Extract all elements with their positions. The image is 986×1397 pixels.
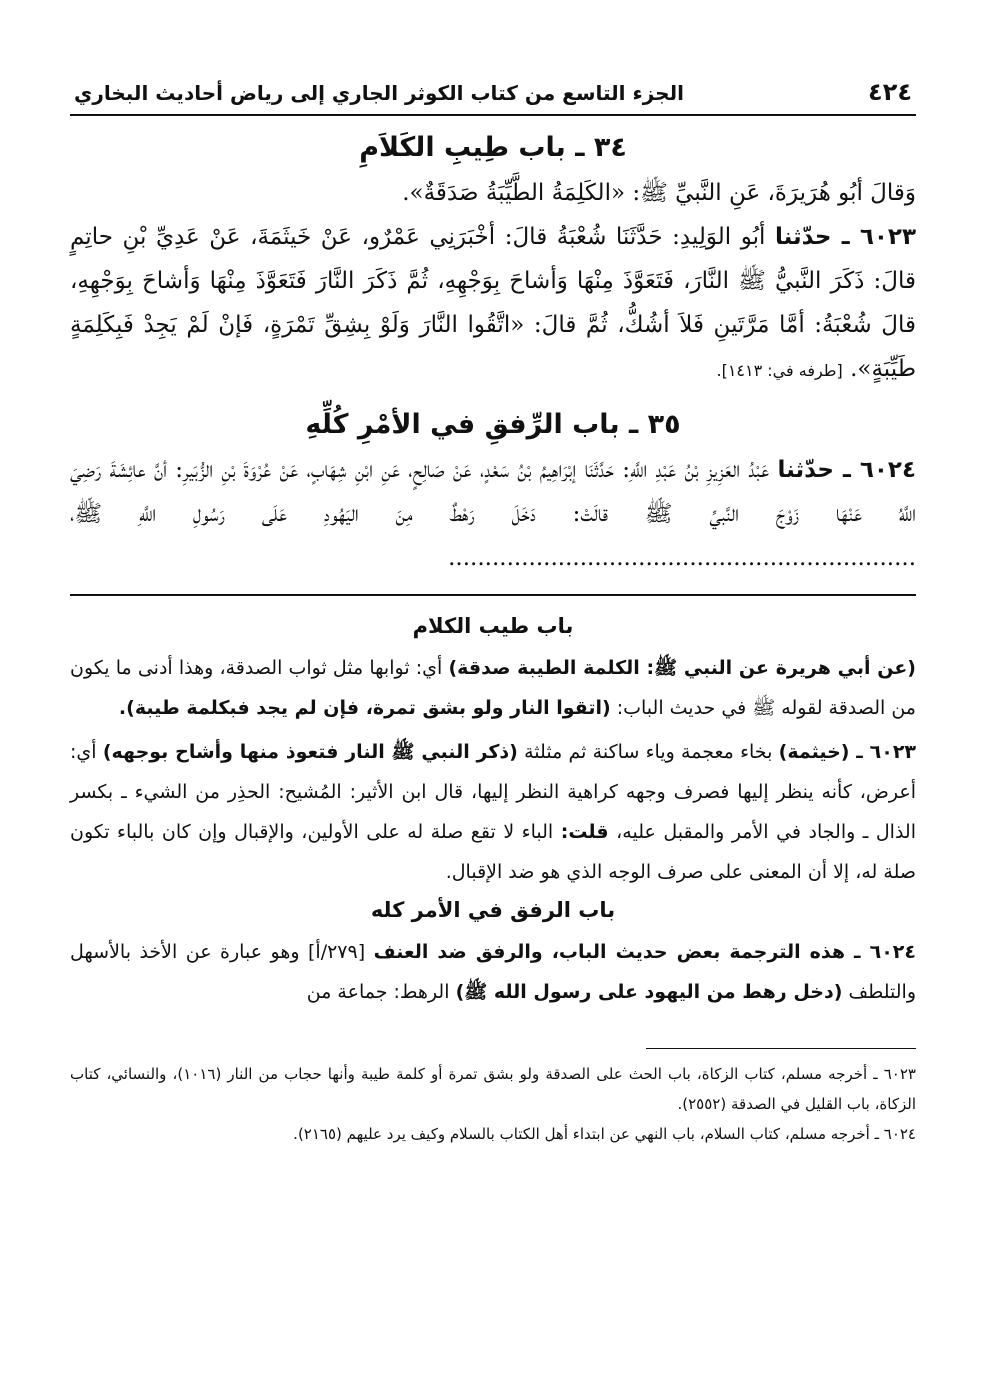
commentary-text: الرهط: جماعة من [306,981,450,1003]
footnote-6024: ٦٠٢٤ ـ أخرجه مسلم، كتاب السلام، باب النهي عن ابتداء أهل الكتاب بالسلام وكيف يرد عليهم (٢١٦٥). [293,1125,916,1143]
quoted-text: قلت: [560,821,609,843]
matn-sharh-divider [70,594,916,596]
page-number: ٤٢٤ [868,78,912,106]
commentary-text: الباء لا تقع صلة له على الأولين، والإقبال وإن كان بالباء تكون صلة له، إلا أن المعنى على صرف الوجه الذي هو ضد الإقبال. [70,821,916,883]
commentary-text: أي: أعرض، كأنه ينظر إليها فصرف وجهه كراهية النظر إليها، قال ابن الأثير: المُشيح: الحذِر من الشيء ـ بكسر الذال ـ والجاد في الأمر والمقبل عليه، [70,741,916,843]
quoted-text: ٦٠٢٤ ـ هذه الترجمة بعض حديث الباب، والرفق ضد العنف [373,941,916,963]
chapter-35-title: ٣٥ ـ باب الرِّفقِ في الأمْرِ كُلِّهِ [305,409,681,440]
hadith-6024-text: عَبْدُ العَزِيزِ بْنُ عَبْدِ اللَّهِ: حَدَّثَنَا إبْرَاهِيمُ بْنُ سَعْدٍ، عَنْ صَالِحٍ، عَنِ ابْنِ شِهَابٍ، عَنْ عُرْوَةَ بْنِ الزُّبَيرِ: أنَّ عائِشَةَ رَضِيَ اللَّهُ عَنْهَا زَوْجَ النَّبيِّ ﷺ قالَتْ: دَخَلَ رَهْطٌ مِنَ اليَهُودِ عَلَى رَسُولِ اللَّهِ ﷺ، [70,457,916,527]
hadith-6023-number: ٦٠٢٣ ـ حدّثنا [774,224,917,250]
quoted-text: (عن أبي هريرة عن النبي ﷺ: الكلمة الطيبة صدقة) [448,657,916,679]
sharh-section-1-para-1 [70,648,916,728]
footnote-6023: ٦٠٢٣ ـ أخرجه مسلم، كتاب الزكاة، باب الحث على الصدقة ولو بشق تمرة أو كلمة طيبة وأنها حجاب من النار (١٠١٦)، والنسائي، كتاب الزكاة، باب القليل في الصدقة (٢٥٥٢). [70,1065,916,1113]
footnotes [70,1048,916,1149]
hadith-6023 [70,215,916,393]
sharh-section-2-title: باب الرفق في الأمر كله [370,898,616,922]
sharh-section-1-para-2 [70,732,916,892]
sharh-section-2-para-1 [70,932,916,1012]
commentary-text: أي: ثوابها مثل ثواب الصدقة، وهذا أدنى ما يكون من الصدقة لقوله ﷺ في حديث الباب: [70,657,916,719]
quoted-text: (اتقوا النار ولو بشق تمرة، فإن لم يجد فبكلمة طيبة). [118,697,611,719]
commentary-text: بخاء معجمة وياء ساكنة ثم مثلثة [524,741,773,763]
hadith-6024 [70,448,916,580]
quoted-text: (ذكر النبي ﷺ النار فتعوذ منها وأشاح بوجهه) [102,741,518,763]
hadith-6024-number: ٦٠٢٤ ـ حدّثنا [777,457,916,483]
quoted-text: ٦٠٢٣ ـ (خيثمة) [778,741,917,763]
chapter-34-title: ٣٤ ـ باب طِيبِ الكَلاَمِ [359,132,627,163]
running-header [70,78,916,116]
chapter-34-text: وَقالَ أبُو هُرَيرَةَ، عَنِ النَّبيِّ ﷺ: «الكَلِمَةُ الطَّيِّبَةُ صَدَقَةٌ». [402,180,916,206]
quoted-text: (دخل رهط من اليهود على رسول الله ﷺ) [455,981,843,1003]
book-title: الجزء التاسع من كتاب الكوثر الجاري إلى رياض أحاديث البخاري [74,81,684,105]
footnote-divider [646,1048,916,1049]
commentary-text: [٢٧٩/أ] وهو عبارة عن الأخذ بالأسهل والتلطف [70,941,916,1003]
hadith-6023-text: أبُو الوَلِيدِ: حَدَّثَنَا شُعْبَةُ قالَ: أخْبَرَنِي عَمْرٌو، عَنْ خَيثَمَةَ، عَنْ عَدِيِّ بْنِ حاتِمٍ قالَ: ذَكَرَ النَّبيُّ ﷺ النَّارَ، فَتَعَوَّذَ مِنْهَا وَأشاحَ بِوَجْهِهِ، ثُمَّ ذَكَرَ النَّارَ فَتَعَوَّذَ مِنْهَا وَأشاحَ بِوَجْهِهِ، قالَ شُعْبَةُ: أمَّا مَرَّتَينِ فَلاَ أشُكُّ، ثُمَّ قالَ: «اتَّقُوا النَّارَ وَلَوْ بِشِقِّ تَمْرَةٍ، فَإنْ لَمْ يَجِدْ فَبِكَلِمَةٍ طَيِّبَةٍ». [70,224,916,382]
book-page [70,78,916,1149]
hadith-6023-ref: [طرفه في: ١٤١٣]. [716,361,843,380]
ellipsis-dots: ................................................................ [448,545,916,571]
sharh-section-1-title: باب طيب الكلام [412,614,574,638]
